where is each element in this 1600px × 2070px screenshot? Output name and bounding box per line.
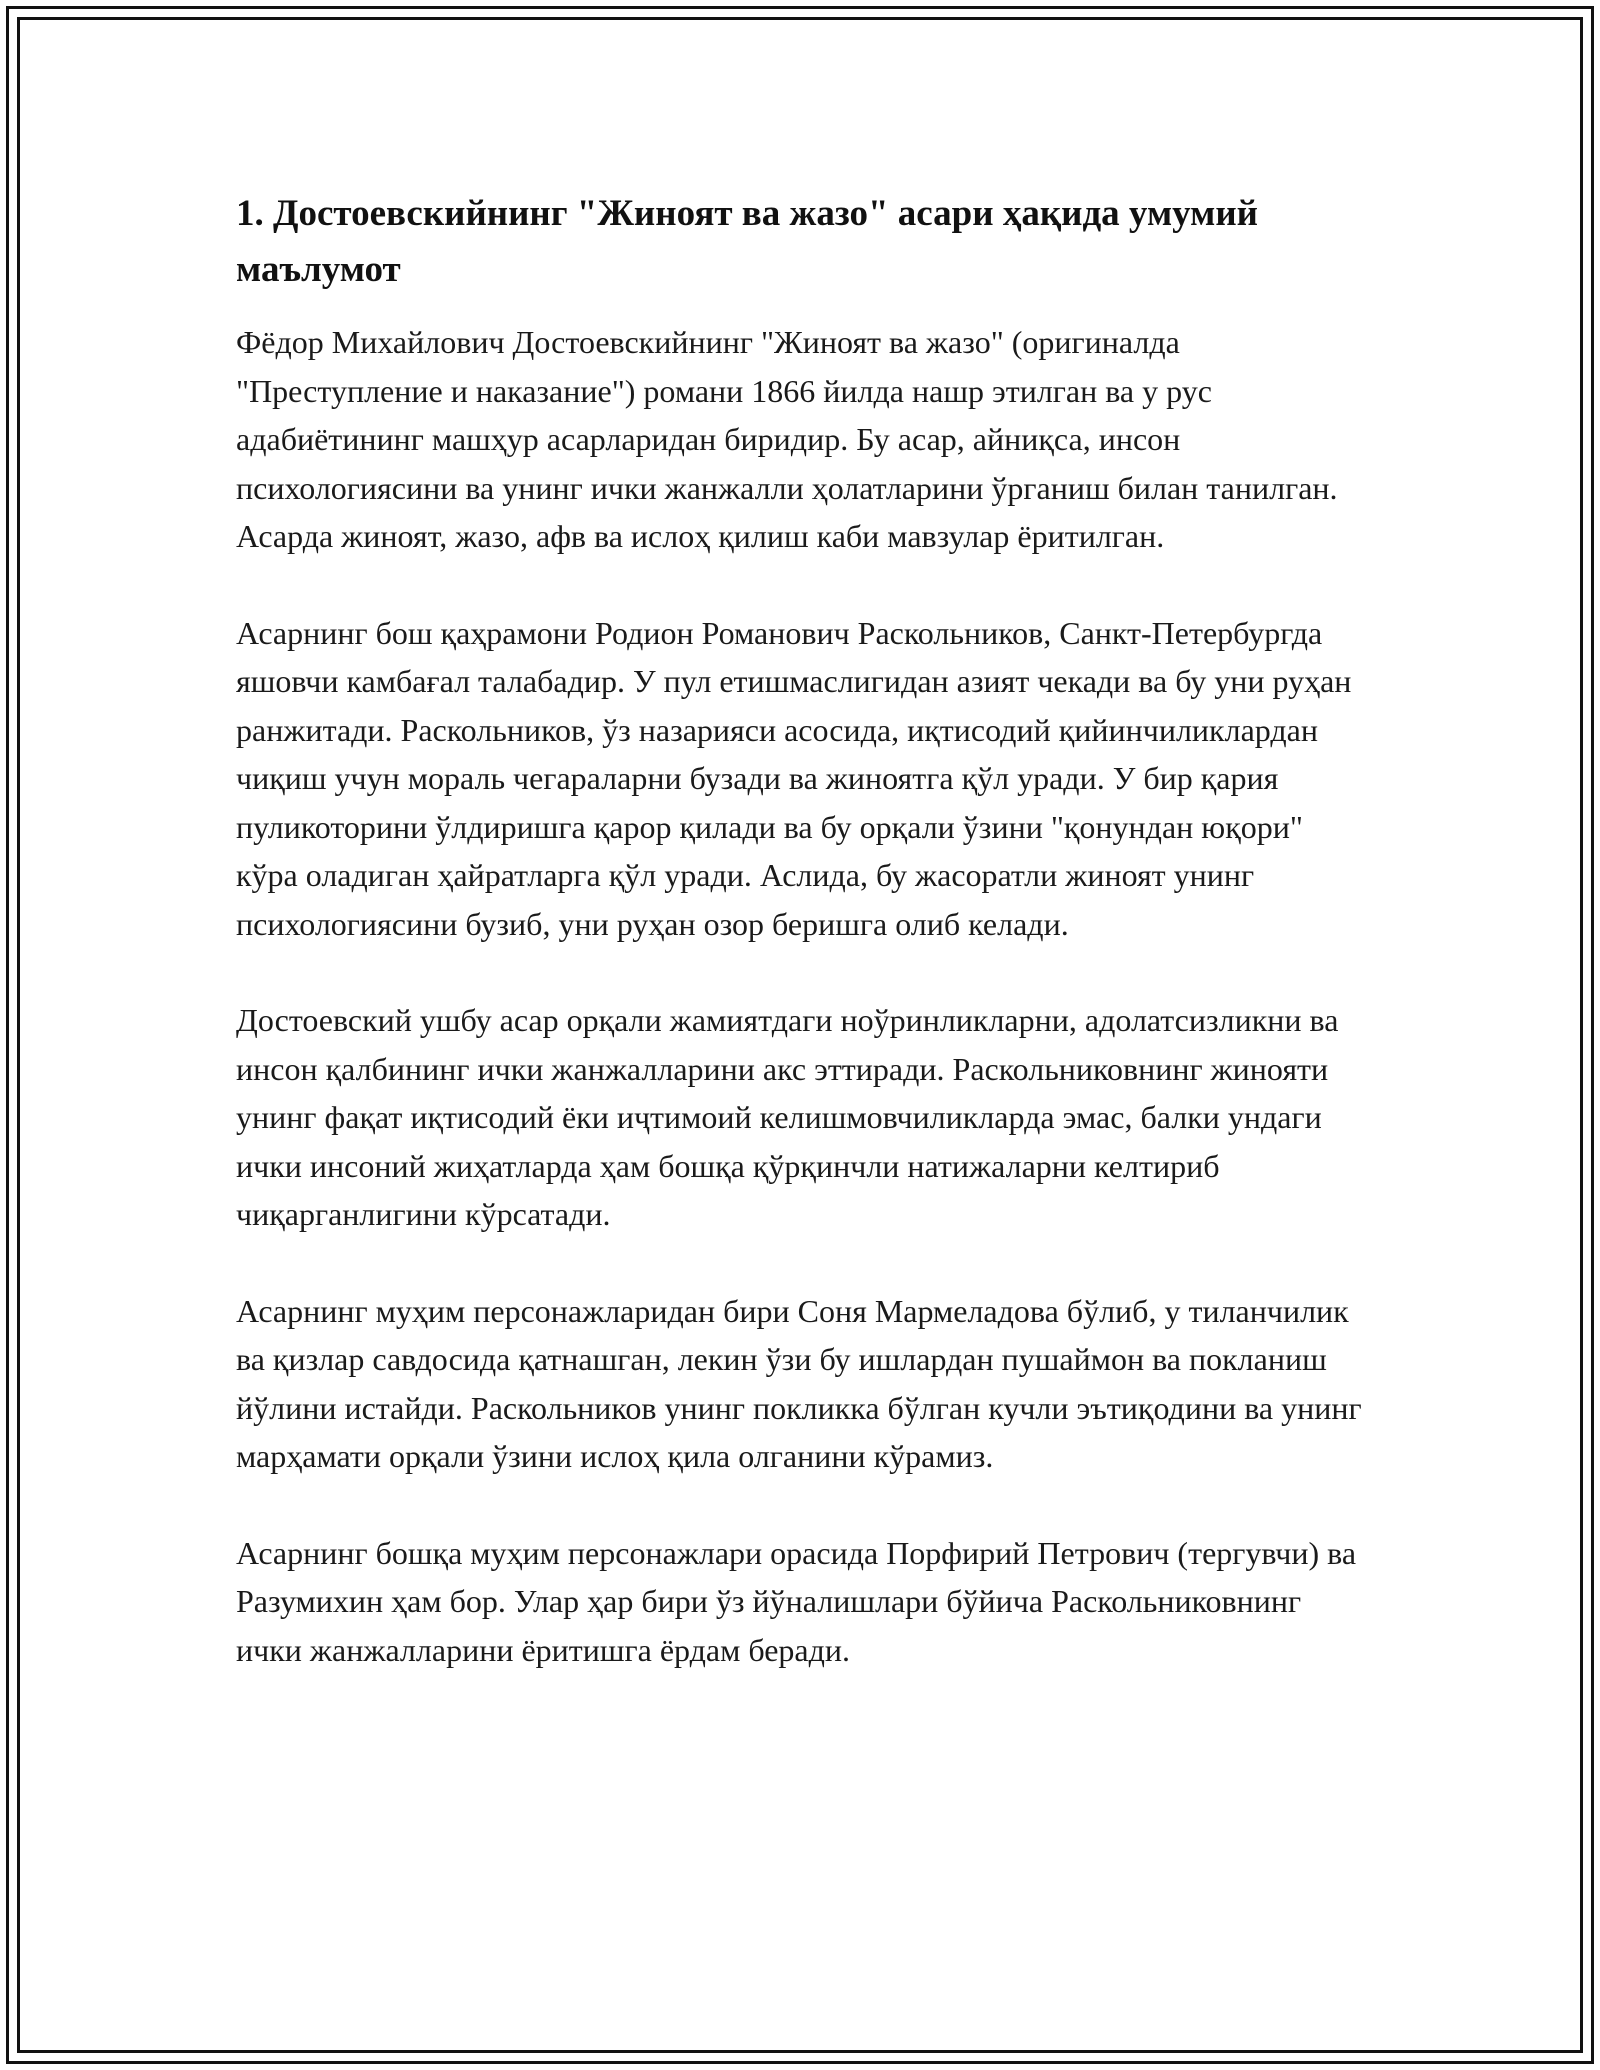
paragraph: Асарнинг бошқа муҳим персонажлари орасида Порфирий Петрович (тергувчи) ва Разумихин ҳам бор. Улар ҳар бири ўз йўналишлари бўйича Раскольниковнинг ички жанжалларини ёритишга ёрдам беради.: [236, 1534, 1357, 1668]
document-title: 1. Достоевскийнинг "Жиноят ва жазо" асари ҳақида умумий маълумот: [236, 193, 1258, 290]
paragraph: Достоевский ушбу асар орқали жамиятдаги ноўринликларни, адолатсизликни ва инсон қалбининг ички жанжалларини акс эттиради. Раскольниковнинг жинояти унинг фақат иқтисодий ёки иҷтимоий келишмовчиликларда эмас, балки ундаги ички инсоний жиҳатларда ҳам бошқа қўрқинчли натижаларни келтириб чиқарганлигини кўрсатади.: [236, 1002, 1339, 1232]
document-body: [236, 186, 1364, 1722]
paragraph: Асарнинг бош қаҳрамони Родион Романович Раскольников, Санкт-Петербургда яшовчи камбағал талабадир. У пул етишмаслигидан азият чекади ва бу уни руҳан ранжитади. Раскольников, ўз назарияси асосида, иқтисодий қийинчиликлардан чиқиш учун мораль чегараларни бузади ва жиноятга қўл уради. У бир қария пуликоторини ўлдиришга қарор қилади ва бу орқали ўзини "қонундан юқори" кўра оладиган ҳайратларга қўл уради. Аслида, бу жасоратли жиноят унинг психологиясини бузиб, уни руҳан озор беришга олиб келади.: [236, 614, 1352, 942]
paragraph: Фёдор Михайлович Достоевскийнинг "Жиноят ва жазо" (оригиналда "Преступление и наказание") романи 1866 йилда нашр этилган ва у рус адабиётининг машҳур асарларидан биридир. Бу асар, айниқса, инсон психологиясини ва унинг ички жанжалли ҳолатларини ўрганиш билан танилган. Асарда жиноят, жазо, афв ва ислоҳ қилиш каби мавзулар ёритилган.: [236, 324, 1338, 554]
paragraph: Асарнинг муҳим персонажларидан бири Соня Мармеладова бўлиб, у тиланчилик ва қизлар савдосида қатнашган, лекин ўзи бу ишлардан пушаймон ва покланиш йўлини истайди. Раскольников унинг покликка бўлган кучли эътиқодини ва унинг марҳамати орқали ўзини ислоҳ қила олганини кўрамиз.: [236, 1292, 1362, 1474]
